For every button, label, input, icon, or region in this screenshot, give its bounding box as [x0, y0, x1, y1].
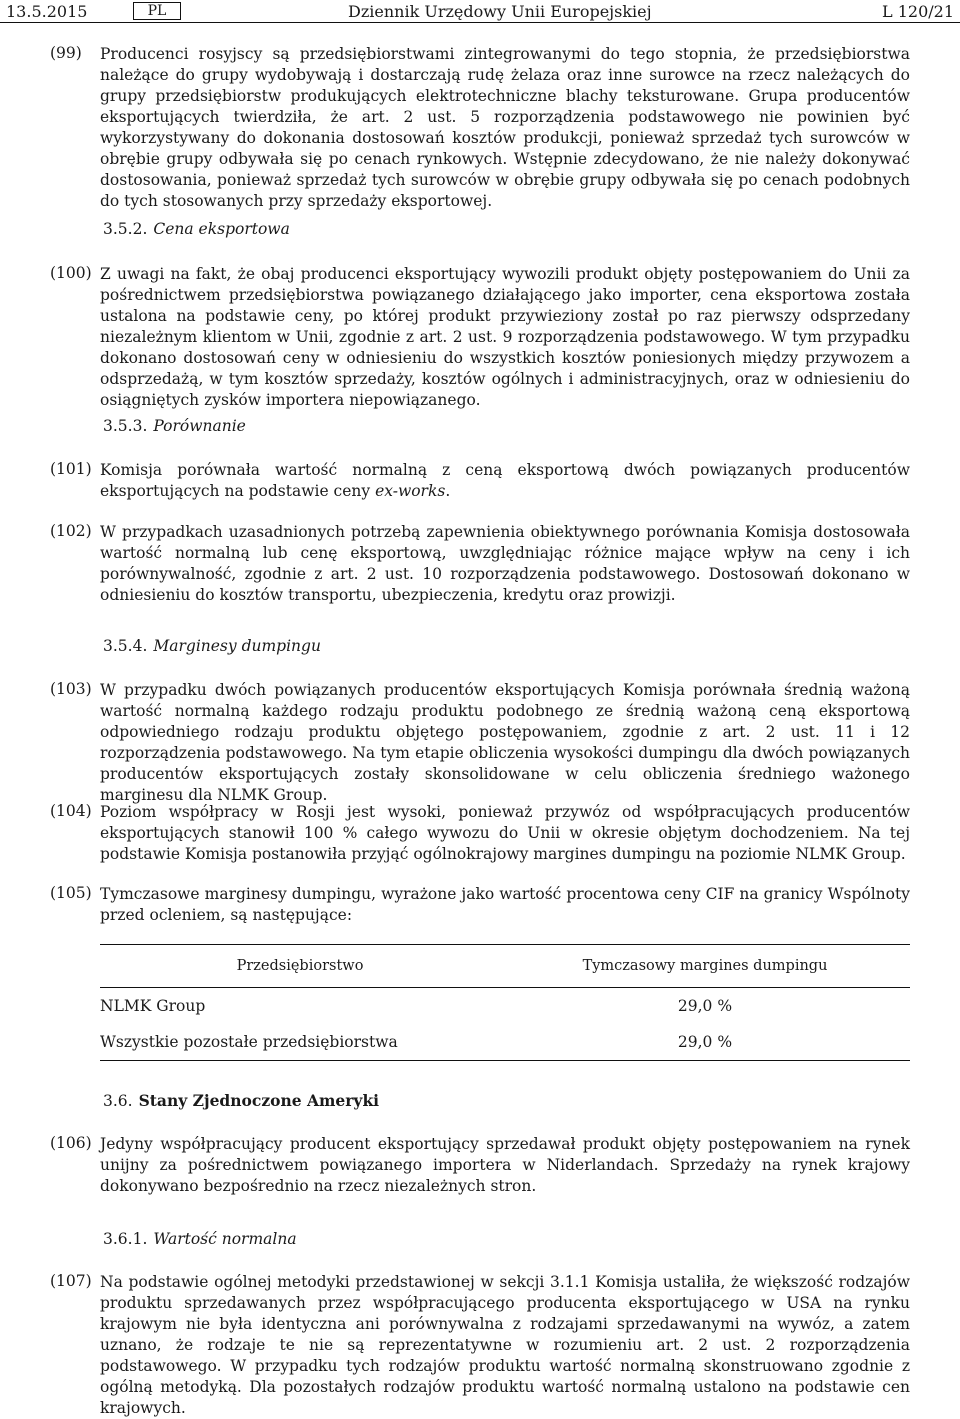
paragraph-101: [0, 460, 960, 502]
paragraph-text: Na podstawie ogólnej metodyki przedstawionej w sekcji 3.1.1 Komisja ustaliła, że większość rodzajów produktu sprzedawanych przez współpracującego producenta eksportującego w USA na rynku krajowym nie była identyczna ani porównywalna z rodzajami sprzedawanymi na wywóz, a zatem uznano, że rodzaje te nie są reprezentatywne w rozumieniu art. 2 ust. 2 rozporządzenia podstawowego. W przypadku tych rodzajów produktu wartość normalną skonstruowano zgodnie z ogólną metodyką. Dla pozostałych rodzajów produktu wartość normalną ustalono na podstawie cen krajowych.: [100, 1273, 910, 1417]
text-segment: .: [445, 482, 451, 500]
table-cell-company: Wszystkie pozostałe przedsiębiorstwa: [100, 1024, 500, 1061]
paragraph-text: Producenci rosyjscy są przedsiębiorstwami zintegrowanymi do tego stopnia, że przedsiębiorstwa należące do grupy wydobywają i dostarczają rudę żelaza oraz inne surowce na rzecz należących do grupy przedsiębiorstw produkujących elektrotechniczne blachy teksturowane. Grupa producentów eksportujących twierdziła, że art. 2 ust. 5 rozporządzenia podstawowego nie powinien być wykorzystywany do dokonania dostosowań kosztów produkcji, ponieważ sprzedaż tych surowców w obrębie grupy odbywała się po cenach rynkowych. Wstępnie zdecydowano, że nie należy dokonywać dostosowania, ponieważ sprzedaż tych surowców w obrębie grupy odbywała się po cenach podobnych do tych stosowanych przy sprzedaży eksportowej.: [100, 45, 910, 210]
paragraph-text: [100, 460, 910, 502]
paragraph-text: Poziom współpracy w Rosji jest wysoki, ponieważ przywóz od współpracujących producentów eksportujących stanowił 100 % całego wywozu do Unii w okresie objętym dochodzeniem. Na tej podstawie Komisja postanowiła przyjąć ogólnokrajowy margines dumpingu na poziomie NLMK Group.: [100, 803, 910, 863]
paragraph-105: [0, 884, 960, 926]
paragraph-number: (106): [50, 1134, 92, 1152]
table-cell-margin: 29,0 %: [677, 997, 733, 1015]
page-header: [0, 0, 960, 26]
paragraph-104: [0, 802, 960, 865]
paragraph-number: (105): [50, 884, 92, 902]
paragraph-number: (103): [50, 680, 92, 698]
paragraph-99: [0, 44, 960, 212]
paragraph-107: [0, 1272, 960, 1419]
table-row: [100, 1024, 910, 1061]
heading-title: Wartość normalna: [153, 1230, 297, 1248]
text-segment: Komisja porównała wartość normalną z ceną eksportową dwóch powiązanych producentów eksportujących na podstawie ceny: [100, 461, 910, 500]
paragraph-103: [0, 680, 960, 806]
section-heading-3-5-3: [103, 416, 913, 437]
heading-number: 3.6.: [103, 1092, 133, 1110]
paragraph-text: W przypadkach uzasadnionych potrzebą zapewnienia obiektywnego porównania Komisja dostosowała wartość normalną lub cenę eksportową, uwzględniając różnice mające wpływ na ceny i ich porównywalność, zgodnie z art. 2 ust. 10 rozporządzenia podstawowego. Dostosowań dokonano w odniesieniu do kosztów transportu, ubezpieczenia, kredytu oraz prowizji.: [100, 523, 910, 604]
dumping-margin-table: [100, 944, 910, 1062]
header-divider: [0, 22, 960, 23]
section-heading-3-5-4: [103, 636, 913, 657]
paragraph-text: Jedyny współpracujący producent eksportujący sprzedawał produkt objęty postępowaniem na rynek unijny za pośrednictwem powiązanego importera w Niderlandach. Sprzedaży na rynek krajowy dokonywano bezpośrednio na rzecz niezależnych stron.: [100, 1135, 910, 1195]
paragraph-number: (99): [50, 44, 82, 62]
section-heading-3-6-1: [103, 1229, 913, 1250]
table-row: [100, 988, 910, 1025]
heading-number: 3.5.2.: [103, 220, 148, 238]
table-cell-company: NLMK Group: [100, 997, 206, 1015]
paragraph-text: Tymczasowe marginesy dumpingu, wyrażone jako wartość procentowa ceny CIF na granicy Wspólnoty przed ocleniem, są następujące:: [100, 885, 910, 924]
heading-title: Porównanie: [153, 417, 246, 435]
heading-title: Cena eksportowa: [153, 220, 290, 238]
paragraph-number: (101): [50, 460, 92, 478]
paragraph-number: (102): [50, 522, 92, 540]
paragraph-number: (100): [50, 264, 92, 282]
paragraph-text: W przypadku dwóch powiązanych producentów eksportujących Komisja porównała średnią ważoną wartość normalną każdego rodzaju produktu podobnego ze średnią ważoną ceną eksportową odpowiedniego rodzaju produktu objętego postępowaniem, zgodnie z art. 2 ust. 11 i 12 rozporządzenia podstawowego. Na tym etapie obliczenia wysokości dumpingu dla dwóch powiązanych producentów eksportujących zostały skonsolidowane w celu obliczenia średniego ważonego marginesu dla NLMK Group.: [100, 681, 910, 804]
paragraph-text: Z uwagi na fakt, że obaj producenci eksportujący wywozili produkt objęty postępowaniem do Unii za pośrednictwem przedsiębiorstwa powiązanego działającego jako importer, cena eksportowa została ustalona na podstawie ceny, po której produkt przywieziony został po raz pierwszy odsprzedany niezależnym klientom w Unii, zgodnie z art. 2 ust. 9 rozporządzenia podstawowego. W tym przypadku dokonano dostosowań ceny w odniesieniu do wszystkich kosztów poniesionych między przywozem a odsprzedażą, w tym kosztów sprzedaży, kosztów ogólnych i administracyjnych, oraz w odniesieniu do osiągniętych zysków importera niepowiązanego.: [100, 265, 910, 409]
heading-number: 3.6.1.: [103, 1230, 148, 1248]
paragraph-100: [0, 264, 960, 411]
language-badge: PL: [133, 2, 181, 20]
page-reference: L 120/21: [882, 2, 954, 21]
publication-date: 13.5.2015: [6, 2, 88, 21]
paragraph-number: (104): [50, 802, 92, 820]
column-header-company: Przedsiębiorstwo: [100, 945, 500, 988]
column-header-margin: Tymczasowy margines dumpingu: [500, 945, 910, 988]
paragraph-number: (107): [50, 1272, 92, 1290]
heading-title: Stany Zjednoczone Ameryki: [138, 1091, 380, 1110]
table-cell-margin: 29,0 %: [500, 1024, 910, 1061]
section-heading-3-5-2: [103, 219, 913, 240]
heading-number: 3.5.4.: [103, 637, 148, 655]
italic-term: ex-works: [375, 482, 446, 500]
journal-title: Dziennik Urzędowy Unii Europejskiej: [348, 2, 652, 21]
section-heading-3-6: [103, 1090, 913, 1112]
heading-title: Marginesy dumpingu: [153, 637, 321, 655]
paragraph-106: [0, 1134, 960, 1197]
table-header-row: [100, 945, 910, 988]
paragraph-102: [0, 522, 960, 606]
heading-number: 3.5.3.: [103, 417, 148, 435]
